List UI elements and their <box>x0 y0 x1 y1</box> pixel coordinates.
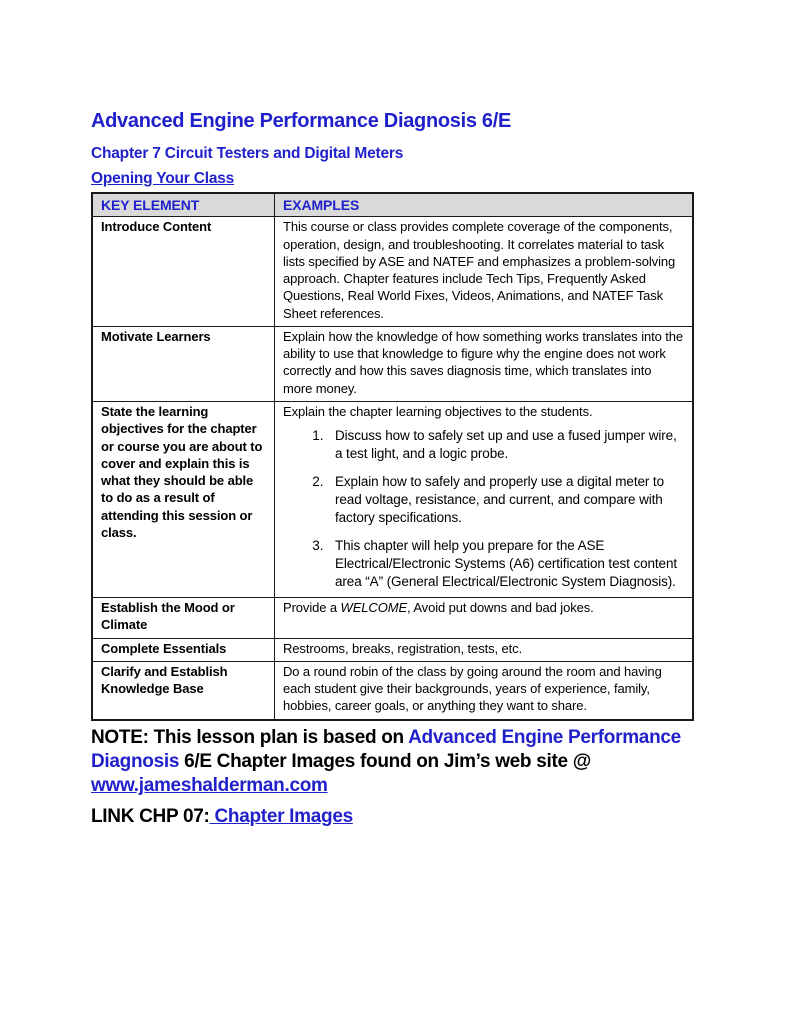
table-row <box>92 217 693 327</box>
note-book-title: Advanced Engine Performance Diagnosis <box>91 726 681 772</box>
table-row <box>92 661 693 719</box>
key-element-cell: Clarify and Establish Knowledge Base <box>92 661 275 719</box>
examples-cell: This course or class provides complete coverage of the components, operation, design, and troubleshooting. It correlates material to task lists specified by ASE and NATEF and emphasizes a problem-solving approach. Chapter features include Tech Tips, Frequently Asked Questions, Real World Fixes, Videos, Animations, and NATEF Task Sheet references. <box>275 217 694 327</box>
document-content <box>91 110 694 829</box>
objectives-intro: Explain the chapter learning objectives to the students. <box>283 404 593 420</box>
examples-cell <box>275 402 694 598</box>
key-element-cell: Establish the Mood or Climate <box>92 597 275 638</box>
table-row <box>92 402 693 598</box>
document-title: Advanced Engine Performance Diagnosis 6/E <box>91 110 512 132</box>
table-row <box>92 638 693 661</box>
examples-cell: Restrooms, breaks, registration, tests, etc. <box>275 638 694 661</box>
section-heading: Opening Your Class <box>91 169 235 187</box>
chapter-images-link[interactable]: Chapter Images <box>209 805 353 827</box>
objective-item: 2. Explain how to safely and properly use a digital meter to read voltage, resistance, and current, and compare with factory specifications. <box>327 473 684 527</box>
mood-text-italic: WELCOME <box>340 599 408 615</box>
key-element-cell: State the learning objectives for the chapter or course you are about to cover and explain this is what they should be able to do as a result of attending this session or class. <box>92 402 275 598</box>
table-row <box>92 326 693 401</box>
mood-text-prefix: Provide a <box>283 599 341 615</box>
table-header-row <box>92 193 693 217</box>
objective-item: 1. Discuss how to safely set up and use a fused jumper wire, a test light, and a logic probe. <box>327 427 684 463</box>
examples-cell: Explain how the knowledge of how something works translates into the ability to use that knowledge to figure why the engine does not work correctly and how this saves diagnosis time, which translates into more money. <box>275 326 694 401</box>
lesson-plan-table <box>91 192 694 721</box>
note-middle: 6/E Chapter Images found on Jim’s web site @ <box>179 750 591 772</box>
table-row <box>92 597 693 638</box>
link-label: LINK CHP 07: <box>91 805 210 827</box>
website-link[interactable]: www.jameshalderman.com <box>91 775 328 797</box>
note-prefix: NOTE: This lesson plan is based on <box>91 726 409 748</box>
mood-text-suffix: , Avoid put downs and bad jokes. <box>407 599 594 615</box>
objectives-list <box>283 427 684 591</box>
link-line <box>91 805 694 829</box>
key-element-cell: Motivate Learners <box>92 326 275 401</box>
column-header-examples: EXAMPLES <box>275 193 694 217</box>
chapter-heading: Chapter 7 Circuit Testers and Digital Meters <box>91 145 404 162</box>
note-paragraph <box>91 726 694 799</box>
key-element-cell: Introduce Content <box>92 217 275 327</box>
examples-cell: Do a round robin of the class by going around the room and having each student give their backgrounds, years of experience, family, hobbies, career goals, or anything they want to share. <box>275 661 694 719</box>
objective-item: 3. This chapter will help you prepare for the ASE Electrical/Electronic Systems (A6) certification test content area “A” (General Electrical/Electronic System Diagnosis). <box>327 537 684 591</box>
column-header-key-element: KEY ELEMENT <box>92 193 275 217</box>
examples-cell <box>275 597 694 638</box>
key-element-cell: Complete Essentials <box>92 638 275 661</box>
